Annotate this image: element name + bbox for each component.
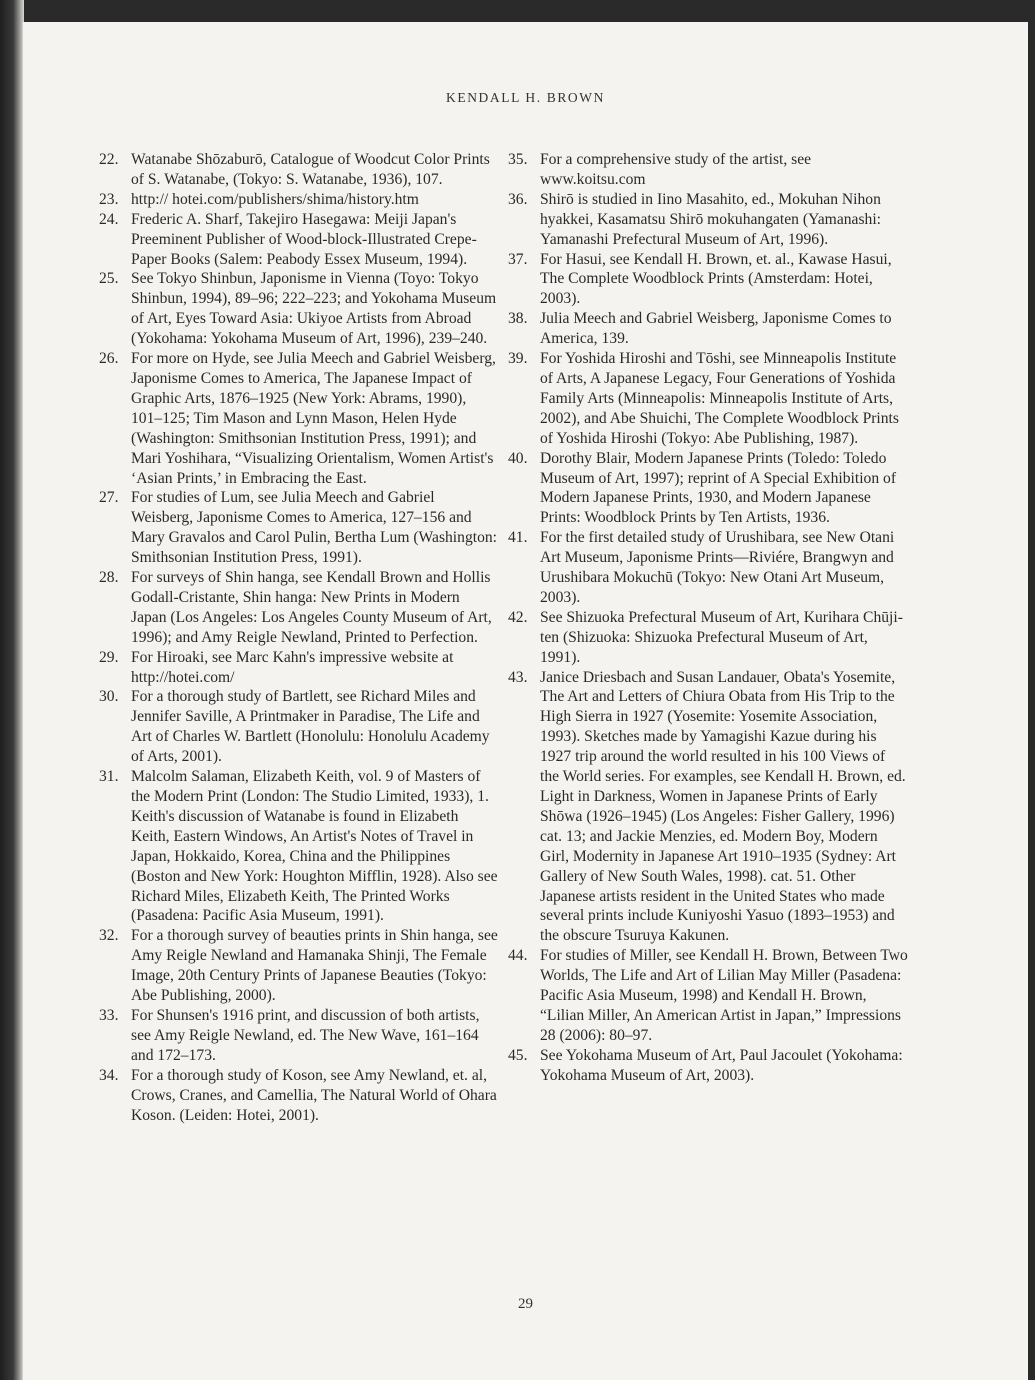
endnote-text: For a thorough survey of beauties prints in Shin hanga, see Amy Reigle Newland and Hamanaka Shinji, The Female Image, 20th Century Prints of Japanese Beauties (Tokyo: Abe Publishing, 2000).	[131, 927, 498, 1005]
endnote-37	[508, 250, 908, 310]
endnote-number: 28.	[99, 569, 119, 587]
endnote-39	[508, 349, 908, 449]
endnote-text: http:// hotei.com/publishers/shima/history.htm	[131, 190, 419, 208]
endnote-number: 44.	[508, 947, 528, 965]
endnote-26	[99, 349, 499, 488]
endnote-27	[99, 488, 499, 568]
endnote-30	[99, 687, 499, 767]
endnote-number: 24.	[99, 210, 119, 228]
endnote-number: 38.	[508, 310, 528, 328]
endnote-text: For more on Hyde, see Julia Meech and Gabriel Weisberg, Japonisme Comes to America, The Japanese Impact of Graphic Arts, 1876–1925 (New York: Abrams, 1990), 101–125; Tim Mason and Lynn Mason, Helen Hyde (Washington: Smithsonian Institution Press, 1991); and Mari Yoshihara, “Visualizing Orientalism, Women Artist's ‘Asian Prints,’ in Embracing the East.	[131, 350, 496, 487]
endnote-25	[99, 269, 499, 349]
endnote-text: For surveys of Shin hanga, see Kendall Brown and Hollis Godall-Cristante, Shin hanga: New Prints in Modern Japan (Los Angeles: Los Angeles County Museum of Art, 1996); and Amy Reigle Newland, Printed to Perfection.	[131, 569, 492, 646]
endnote-41	[508, 528, 908, 608]
endnote-text: See Yokohama Museum of Art, Paul Jacoulet (Yokohama: Yokohama Museum of Art, 2003).	[540, 1046, 903, 1084]
endnote-number: 35.	[508, 151, 528, 168]
endnote-text: For a comprehensive study of the artist, see www.koitsu.com	[540, 151, 812, 188]
endnote-text: For Yoshida Hiroshi and Tōshi, see Minneapolis Institute of Arts, A Japanese Legacy, Four Generations of Yoshida Family Arts (Minneapolis: Minneapolis Institute of Arts, 2002), and Abe Shuichi, The Complete Woodblock Prints of Yoshida Hiroshi (Tokyo: Abe Publishing, 1987).	[540, 350, 899, 447]
endnote-text: Shirō is studied in Iino Masahito, ed., Mokuhan Nihon hyakkei, Kasamatsu Shirō mokuhangaten (Yamanashi: Yamanashi Prefectural Museum of Art, 1996).	[540, 190, 881, 248]
page-number: 29	[518, 1296, 533, 1312]
endnote-text: Watanabe Shōzaburō, Catalogue of Woodcut Color Prints of S. Watanabe, (Tokyo: S. Watanabe, 1936), 107.	[131, 151, 490, 188]
endnote-number: 43.	[508, 668, 528, 686]
endnote-number: 39.	[508, 350, 528, 368]
endnote-42	[508, 608, 908, 668]
endnote-number: 36.	[508, 190, 528, 208]
running-head: KENDALL H. BROWN	[446, 90, 605, 105]
endnote-number: 37.	[508, 250, 528, 268]
endnote-44	[508, 946, 908, 1046]
endnote-number: 42.	[508, 608, 528, 626]
endnote-35	[508, 150, 908, 190]
endnote-23	[99, 190, 499, 210]
endnote-text: For the first detailed study of Urushibara, see New Otani Art Museum, Japonisme Prints—Riviére, Brangwyn and Urushibara Mokuchū (Tokyo: New Otani Art Museum, 2003).	[540, 529, 895, 606]
endnote-number: 31.	[99, 768, 119, 786]
endnote-24	[99, 210, 499, 270]
endnote-number: 45.	[508, 1046, 528, 1064]
book-binding-edge	[0, 0, 24, 1380]
endnote-number: 33.	[99, 1006, 119, 1024]
endnote-number: 26.	[99, 350, 119, 368]
endnote-text: Frederic A. Sharf, Takejiro Hasegawa: Meiji Japan's Preeminent Publisher of Wood-block-Illustrated Crepe-Paper Books (Salem: Peabody Essex Museum, 1994).	[131, 210, 477, 268]
endnote-number: 40.	[508, 449, 528, 467]
endnote-22	[99, 150, 499, 190]
endnote-text: For a thorough study of Bartlett, see Richard Miles and Jennifer Saville, A Printmaker in Paradise, The Life and Art of Charles W. Bartlett (Honolulu: Honolulu Academy of Arts, 2001).	[131, 688, 490, 766]
endnote-40	[508, 449, 908, 529]
endnote-28	[99, 568, 499, 648]
endnote-32	[99, 926, 499, 1006]
endnote-29	[99, 648, 499, 688]
endnote-38	[508, 309, 908, 349]
endnote-text: For studies of Lum, see Julia Meech and Gabriel Weisberg, Japonisme Comes to America, 127–156 and Mary Gravalos and Carol Pulin, Bertha Lum (Washington: Smithsonian Institution Press, 1991).	[131, 489, 497, 567]
endnote-text: Julia Meech and Gabriel Weisberg, Japonisme Comes to America, 139.	[540, 310, 892, 348]
book-page	[22, 22, 1028, 1380]
endnote-36	[508, 190, 908, 250]
endnote-43	[508, 668, 908, 947]
endnote-number: 32.	[99, 927, 119, 945]
endnote-text: Malcolm Salaman, Elizabeth Keith, vol. 9 of Masters of the Modern Print (London: The Studio Limited, 1933), 1. Keith's discussion of Watanabe is found in Elizabeth Keith, Eastern Windows, An Artist's Notes of Travel in Japan, Hokkaido, Korea, China and the Philippines (Boston and New York: Houghton Mifflin, 1928). Also see Richard Miles, Elizabeth Keith, The Printed Works (Pasadena: Pacific Asia Museum, 1991).	[131, 768, 498, 925]
endnote-text: For studies of Miller, see Kendall H. Brown, Between Two Worlds, The Life and Art of Lilian May Miller (Pasadena: Pacific Asia Museum, 1998) and Kendall H. Brown, “Lilian Miller, An American Artist in Japan,” Impressions 28 (2006): 80–97.	[540, 947, 908, 1044]
endnote-number: 23.	[99, 190, 119, 208]
endnote-number: 22.	[99, 151, 119, 168]
endnote-text: See Tokyo Shinbun, Japonisme in Vienna (Toyo: Tokyo Shinbun, 1994), 89–96; 222–223; and Yokohama Museum of Art, Eyes Toward Asia: Ukiyoe Artists from Abroad (Yokohama: Yokohama Museum of Art, 1996), 239–240.	[131, 270, 497, 348]
endnote-45	[508, 1046, 908, 1086]
endnote-number: 27.	[99, 489, 119, 507]
endnote-text: For Shunsen's 1916 print, and discussion of both artists, see Amy Reigle Newland, ed. The New Wave, 161–164 and 172–173.	[131, 1006, 480, 1064]
endnote-number: 34.	[99, 1066, 119, 1084]
endnotes-right-column	[508, 150, 908, 1086]
endnote-number: 29.	[99, 648, 119, 666]
endnote-text: See Shizuoka Prefectural Museum of Art, Kurihara Chūji-ten (Shizuoka: Shizuoka Prefectural Museum of Art, 1991).	[540, 608, 903, 666]
endnote-text: For Hiroaki, see Marc Kahn's impressive website at http://hotei.com/	[131, 648, 454, 686]
endnotes-left-column	[99, 150, 499, 1125]
endnote-34	[99, 1066, 499, 1126]
endnote-text: For a thorough study of Koson, see Amy Newland, et. al, Crows, Cranes, and Camellia, The Natural World of Ohara Koson. (Leiden: Hotei, 2001).	[131, 1066, 497, 1124]
endnote-text: For Hasui, see Kendall H. Brown, et. al., Kawase Hasui, The Complete Woodblock Prints (Amsterdam: Hotei, 2003).	[540, 250, 892, 308]
endnote-text: Janice Driesbach and Susan Landauer, Obata's Yosemite, The Art and Letters of Chiura Obata from His Trip to the High Sierra in 1927 (Yosemite: Yosemite Association, 1993). Sketches made by Yamagishi Kazue during his 1927 trip around the world resulted in his 100 Views of the World series. For examples, see Kendall H. Brown, ed. Light in Darkness, Women in Japanese Prints of Early Shōwa (1926–1945) (Los Angeles: Fisher Gallery, 1996) cat. 13; and Jackie Menzies, ed. Modern Boy, Modern Girl, Modernity in Japanese Art 1910–1935 (Sydney: Art Gallery of New South Wales, 1998). cat. 51. Other Japanese artists resident in the United States who made several prints include Kuniyoshi Yasuo (1893–1953) and the obscure Tsuruya Kakunen.	[540, 668, 906, 945]
endnote-33	[99, 1006, 499, 1066]
endnote-number: 25.	[99, 270, 119, 288]
endnote-number: 30.	[99, 688, 119, 706]
endnote-text: Dorothy Blair, Modern Japanese Prints (Toledo: Toledo Museum of Art, 1997); reprint of A Special Exhibition of Modern Japanese Prints, 1930, and Modern Japanese Prints: Woodblock Prints by Ten Artists, 1936.	[540, 449, 897, 527]
endnote-31	[99, 767, 499, 926]
endnote-number: 41.	[508, 529, 528, 547]
